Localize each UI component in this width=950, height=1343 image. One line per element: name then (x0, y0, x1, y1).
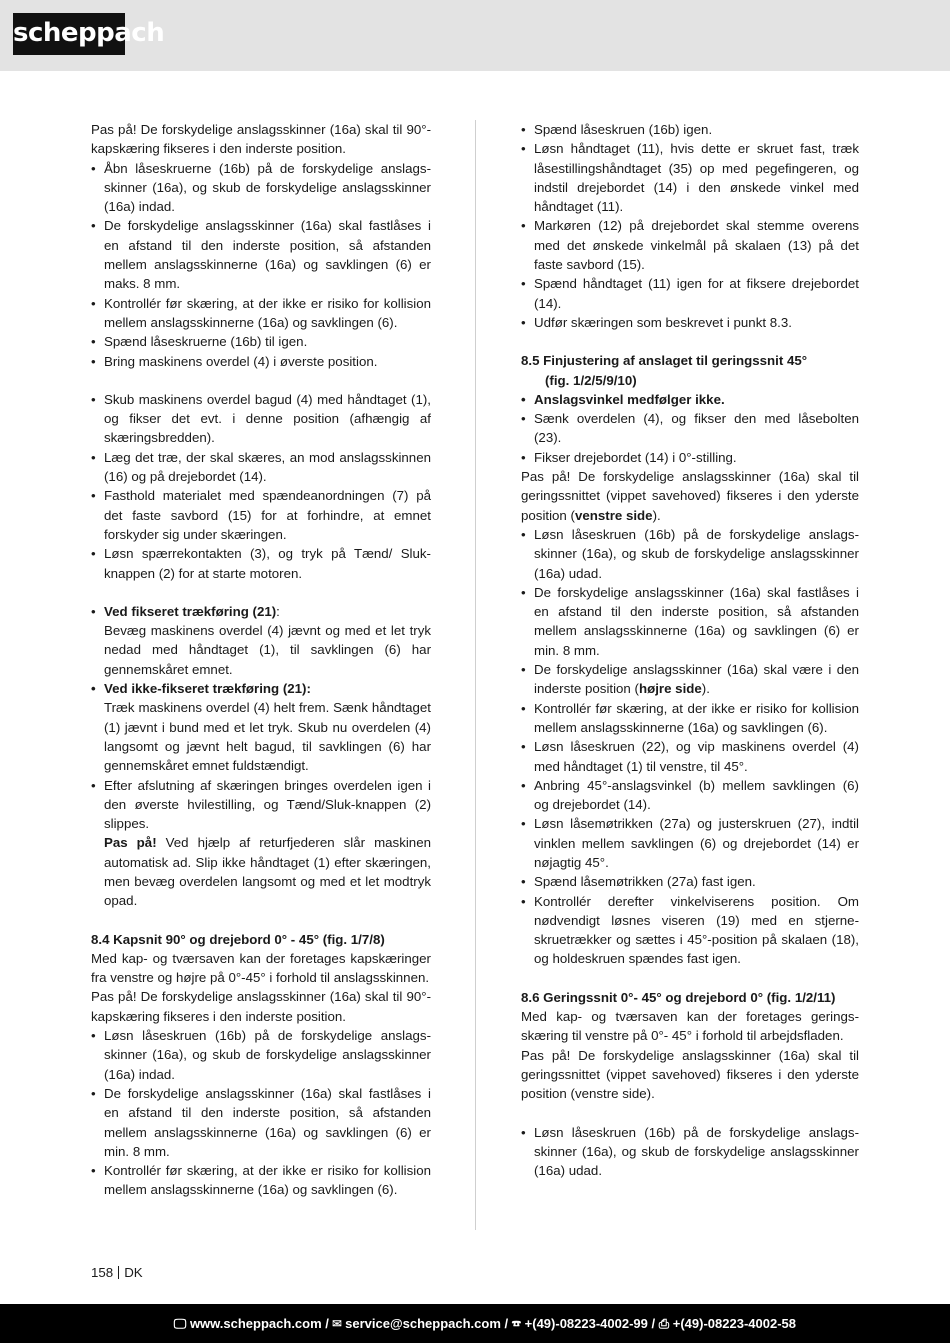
bullet-item: • Kontrollér før skæring, at der ikke er risiko for kollision mellem anslagsskinnerne (16a) og savklingen (6). (91, 1161, 431, 1200)
text: ). (701, 681, 710, 697)
bold-text: højre side (638, 681, 702, 697)
bullet-item: • Skub maskinens overdel bagud (4) med håndtaget (1), og fikser det evt. i denne position (afhængig af skæringsbredden). (91, 390, 431, 448)
bullet-item: • Spænd låsemøtrikken (27a) fast igen. (521, 872, 859, 891)
page-footer (0, 1304, 950, 1343)
phone-number: +(49)-08223-4002-99 (524, 1316, 648, 1331)
mail-icon: ✉ (332, 1316, 342, 1331)
section-heading-8-4: 8.4 Kapsnit 90° og drejebord 0° - 45° (fig. 1/7/8) (91, 931, 385, 947)
bullet-item: • Løsn låsemøtrikken (27a) og justerskruen (27), indtil vinklen mellem savklingen (6) og drejebordet (14) er nøjagtig 45°. (521, 814, 859, 872)
website-link[interactable]: www.scheppach.com (189, 1316, 322, 1331)
warning-note (91, 833, 431, 910)
bullet-item: • Fikser drejebordet (14) i 0°-stilling. (521, 448, 859, 467)
bullet-item (521, 660, 859, 699)
bold-label: Ved fikseret trækføring (21) (104, 603, 277, 619)
monitor-icon: 🖵 (173, 1316, 187, 1331)
page-header (0, 0, 950, 71)
bullet-item: • De forskydelige anslagsskinner (16a) skal fastlåses i en afstand til den inderste position, så afstanden mellem anslagsskinnerne (16a) og savklingen (6) er maks. 8 mm. (91, 216, 431, 293)
bold-text: venstre side (574, 507, 653, 523)
warning-text: Ved hjælp af returfjederen slår maskinen automatisk ad. Slip ikke håndtaget (1) efter skæringen, men bevæg overdelen langsomt og med et let modtryk opad. (104, 835, 431, 909)
fax-icon: ⎙ (658, 1316, 670, 1331)
paragraph: Med kap- og tværsaven kan der foretages kapskæringer fra venstre og højre på 0°-45° i forhold til anslagsskinnen. (91, 950, 431, 986)
section-heading-8-6: 8.6 Geringssnit 0°- 45° og drejebord 0° (fig. 1/2/11) (521, 989, 836, 1005)
language-code: DK (124, 1265, 143, 1280)
bullet-item: • Markøren (12) på drejebordet skal stemme overens med det ønskede vinkelmål på skalaen (13) på det faste savbord (15). (521, 216, 859, 274)
bullet-item: • Løsn låseskruen (22), og vip maskinens overdel (4) med håndtaget (1) til venstre, til 45°. (521, 737, 859, 776)
paragraph: Pas på! De forskydelige anslagsskinner (16a) skal til 90°-kapskæring fikseres i den inderste position. (91, 122, 431, 157)
paragraph: Pas på! De forskydelige anslagsskinner (16a) skal til 90°-kapskæring fikseres i den inderste position. (91, 989, 431, 1024)
bullet-item-unfixed-guide: • Ved ikke-fikseret trækføring (21): (91, 679, 431, 698)
footer-contact (174, 1316, 796, 1332)
separator: / (321, 1316, 333, 1331)
text: Pas på! De forskydelige anslagsskinner (16a) skal til geringssnittet (vippet savehoved) fikseres i den yderste position ( (521, 469, 859, 523)
bullet-item: • Løsn låseskruen (16b) på de forskydelige anslagsskinner (16a), og skub de forskydelige anslagsskinner (16a) udad. (521, 1123, 859, 1181)
bullet-item: • Anslagsvinkel medfølger ikke. (521, 390, 859, 409)
bullet-item: • De forskydelige anslagsskinner (16a) skal fastlåses i en afstand til den inderste position, så afstanden mellem anslagsskinnerne (16a) og savklingen (6) er min. 8 mm. (91, 1084, 431, 1161)
bullet-item: • Anbring 45°-anslagsvinkel (b) mellem savklingen (6) og drejebordet (14). (521, 776, 859, 815)
bullet-item: • Kontrollér derefter vinkelviserens position. Om nødvendigt løsnes viseren (19) med en stjerneskruetrækker og sættes i 45°-position på skalaen (18), og holdeskruen spændes fast igen. (521, 892, 859, 969)
bullet-item: • Læg det træ, der skal skæres, an mod anslagsskinnen (16) og på drejebordet (14). (91, 448, 431, 487)
bullet-item: • Bring maskinens overdel (4) i øverste position. (91, 352, 431, 371)
bullet-item: • Fasthold materialet med spændeanordningen (7) på det faste savbord (15) for at forhindre, at emnet forskyder sig under skæringen. (91, 486, 431, 544)
bullet-item: • Udfør skæringen som beskrevet i punkt 8.3. (521, 313, 859, 332)
page-number-separator (118, 1266, 119, 1279)
bullet-item: • Spænd låseskruerne (16b) til igen. (91, 332, 431, 351)
bullet-item-fixed-guide (91, 602, 431, 621)
column-divider (475, 120, 476, 1230)
text: De forskydelige anslagsskinner (16a) skal være i den inderste position ( (534, 662, 859, 697)
paragraph (521, 467, 859, 525)
bullet-item: • Løsn spærrekontakten (3), og tryk på Tænd/ Sluk-knappen (2) for at starte motoren. (91, 544, 431, 583)
bullet-continuation: Træk maskinens overdel (4) helt frem. Sænk håndtaget (1) jævnt i bund med et let tryk. Skub nu overdelen (4) langsomt og jævnt helt bagud, til savklingen (6) har gennemskåret emnet fuldstændigt. (104, 700, 431, 774)
bullet-item: • Løsn låseskruen (16b) på de forskydelige anslagsskinner (16a), og skub de forskydelige anslagsskinner (16a) udad. (521, 525, 859, 583)
bullet-item: • Kontrollér før skæring, at der ikke er risiko for kollision mellem anslagsskinnerne (16a) og savklingen (6). (91, 294, 431, 333)
separator: / (500, 1316, 512, 1331)
separator: / (647, 1316, 659, 1331)
bullet-item: • Spænd håndtaget (11) igen for at fiksere drejebordet (14). (521, 274, 859, 313)
bullet-item: • Spænd låseskruen (16b) igen. (521, 120, 859, 139)
bullet-item: • Åbn låseskruerne (16b) på de forskydelige anslagsskinner (16a), og skub de forskydelige anslagsskinner (16a) indad. (91, 159, 431, 217)
section-heading-8-5: 8.5 Finjustering af anslaget til geringssnit 45° (521, 353, 808, 369)
right-column (521, 120, 859, 1180)
paragraph: Pas på! De forskydelige anslagsskinner (16a) skal til geringssnittet (vippet savehoved) fikseres i den yderste position (venstre side). (521, 1047, 859, 1102)
phone-icon: ☎ (511, 1316, 522, 1331)
bullet-item: • De forskydelige anslagsskinner (16a) skal fastlåses i en afstand til den inderste position, så afstanden mellem anslagsskinnerne (16a) og savklingen (6) er min. 8 mm. (521, 583, 859, 660)
text: ). (652, 507, 661, 523)
warning-label: Pas på! (104, 835, 157, 851)
page-number (91, 1265, 143, 1280)
fax-number: +(49)-08223-4002-58 (672, 1316, 796, 1331)
bullet-item: • Løsn låseskruen (16b) på de forskydelige anslagsskinner (16a), og skub de forskydelige anslagsskinner (16a) indad. (91, 1026, 431, 1084)
section-heading-8-5-figs: (fig. 1/2/5/9/10) (545, 372, 637, 388)
colon: : (276, 603, 280, 619)
bullet-item: • Løsn håndtaget (11), hvis dette er skruet fast, træk låsestillingshåndtaget (35) op med pegefingeren, og indstil drejebordet (14) i den ønskede vinkel med håndtaget (11). (521, 139, 859, 216)
bullet-continuation: Bevæg maskinens overdel (4) jævnt og med et let tryk nedad med håndtaget (1), til savklingen (6) har gennemskåret emnet. (104, 623, 431, 677)
bullet-item: • Efter afslutning af skæringen bringes overdelen igen i den øverste hvilestilling, og Tænd/Sluk-knappen (2) slippes. (91, 776, 431, 834)
paragraph: Med kap- og tværsaven kan der foretages geringsskæring til venstre på 0°- 45° i forhold til arbejdsfladen. (521, 1009, 859, 1044)
left-column (91, 120, 431, 1200)
scheppach-logo: scheppach (13, 13, 125, 55)
bullet-item: • Sænk overdelen (4), og fikser den med låsebolten (23). (521, 409, 859, 448)
email-link[interactable]: service@scheppach.com (345, 1316, 501, 1331)
page-number-value: 158 (91, 1265, 114, 1280)
bullet-item: • Kontrollér før skæring, at der ikke er risiko for kollision mellem anslagsskinnerne (16a) og savklingen (6). (521, 699, 859, 738)
